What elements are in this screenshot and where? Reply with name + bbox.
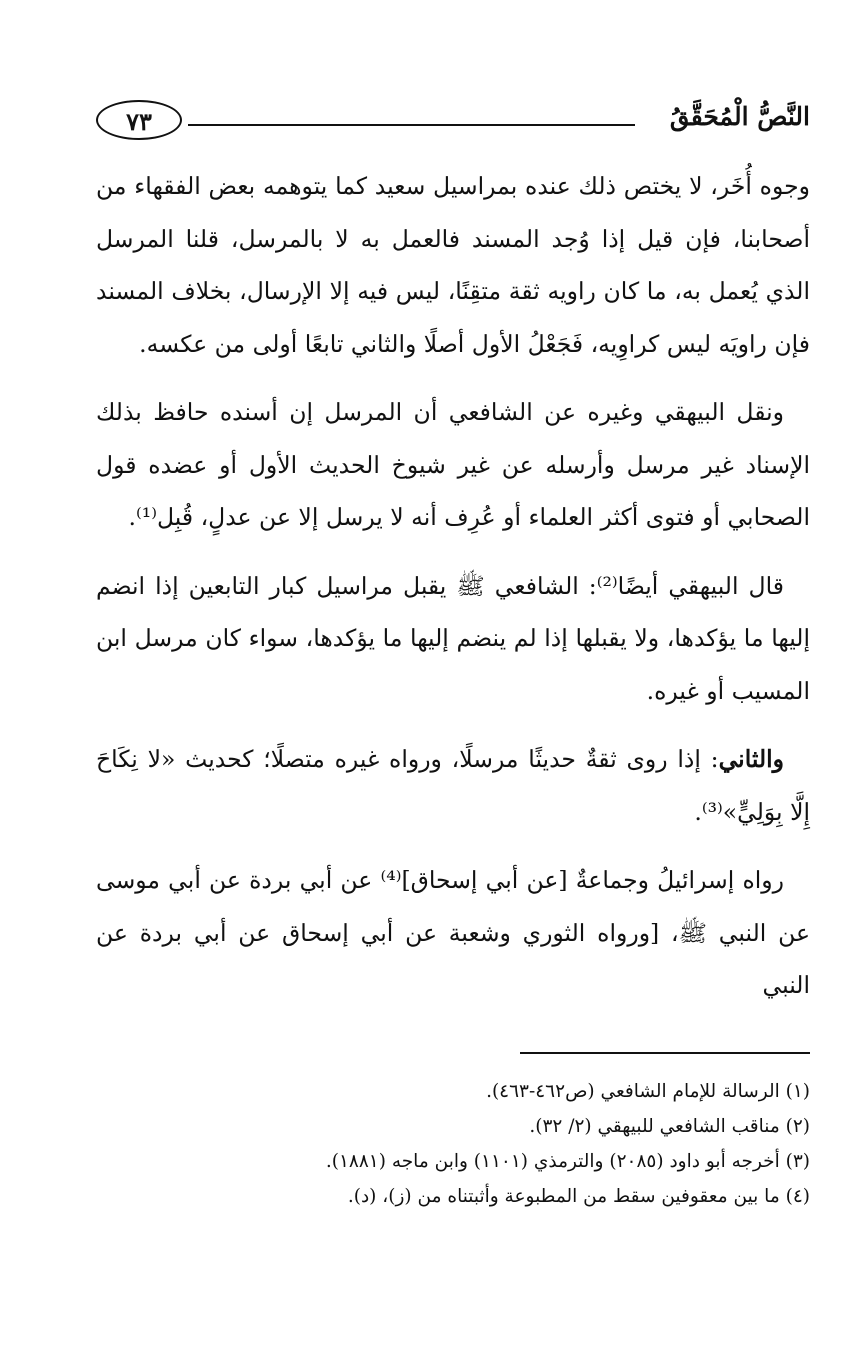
header-rule (188, 124, 635, 126)
header-title: النَّصُّ الْمُحَقَّقُ (669, 102, 810, 131)
paragraph-5 (96, 854, 810, 1012)
running-header (96, 96, 810, 146)
footnote-2: (٢) مناقب الشافعي للبيهقي (٢/ ٣٢). (529, 1116, 810, 1137)
paragraph-1-text: وجوه أُخَر، لا يختص ذلك عنده بمراسيل سعيد كما يتوهمه بعض الفقهاء من أصحابنا، فإن قيل إذا وُجد المسند فالعمل به لا بالمرسل، قلنا المرسل الذي يُعمل به، ما كان راويه ثقة متقِنًا، ليس فيه إلا الإرسال، بخلاف المسند فإن راويَه ليس كراوِيه، فَجَعْلُ الأول أصلًا والثاني تابعًا أولى من عكسه. (96, 172, 810, 358)
paragraph-4-lead: والثاني (718, 745, 784, 773)
paragraph-2 (96, 386, 810, 544)
footnote-4: (٤) ما بين معقوفين سقط من المطبوعة وأثبتناه من (ز)، (د). (347, 1186, 810, 1207)
paragraph-4 (96, 733, 810, 838)
footnote-1: (١) الرسالة للإمام الشافعي (ص٤٦٢-٤٦٣). (486, 1081, 810, 1102)
paragraph-3-text: قال البيهقي أيضًا⁽²⁾: الشافعي ﷺ يقبل مراسيل كبار التابعين إذا انضم إليها ما يؤكدها، ولا يقبلها إذا لم ينضم إليها ما يؤكدها، سواء كان مرسل ابن المسيب أو غيره. (96, 571, 810, 705)
paragraph-4-text: : إذا روى ثقةٌ حديثًا مرسلًا، ورواه غيره متصلًا؛ كحديث «لا نِكَاحَ إِلَّا بِوَلِيٍّ»⁽³⁾. (96, 745, 810, 826)
paragraph-3 (96, 560, 810, 718)
footnote-rule (520, 1052, 810, 1054)
footnotes (96, 1074, 810, 1214)
paragraph-1 (96, 160, 810, 370)
paragraph-5-text: رواه إسرائيلُ وجماعةٌ [عن أبي إسحاق]⁽⁴⁾ عن أبي بردة عن أبي موسى عن النبي ﷺ، [ورواه الثوري وشعبة عن أبي إسحاق عن أبي بردة عن النبي (96, 866, 810, 999)
page-number: ٧٣ (96, 100, 182, 140)
document-page (96, 96, 810, 1286)
paragraph-2-text: ونقل البيهقي وغيره عن الشافعي أن المرسل إن أسنده حافظ بذلك الإسناد غير مرسل وأرسله عن غير شيوخ الحديث الأول أو عضده قول الصحابي أو فتوى أكثر العلماء أو عُرِف أنه لا يرسل إلا عن عدلٍ، قُبِل⁽¹⁾. (96, 398, 810, 531)
body-text (96, 160, 810, 1012)
footnote-3: (٣) أخرجه أبو داود (٢٠٨٥) والترمذي (١١٠١) وابن ماجه (١٨٨١). (325, 1151, 810, 1172)
